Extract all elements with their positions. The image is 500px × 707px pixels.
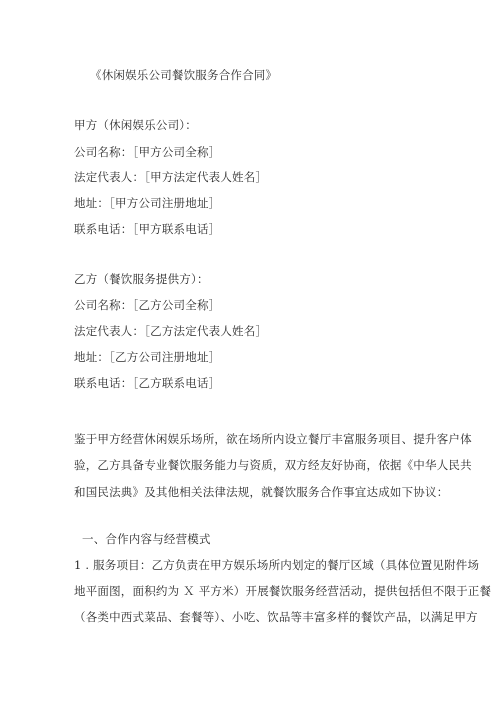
party-a-heading: 甲方（休闲娱乐公司）： (74, 118, 197, 132)
section-heading: 一、合作内容与经营模式 (82, 532, 211, 546)
party-a-company: 公司名称：［甲方公司全称］ (74, 145, 221, 159)
clause-line: 1 . 服务项目：乙方负责在甲方娱乐场所内划定的餐厅区域（具体位置见附件场 (74, 558, 480, 572)
party-b-company: 公司名称：［乙方公司全称］ (74, 298, 221, 312)
document-title: 《休闲娱乐公司餐饮服务合作合同》 (90, 68, 278, 82)
party-b-heading: 乙方（餐饮服务提供方）： (74, 272, 209, 286)
party-a-phone: 联系电话：［甲方联系电话］ (74, 222, 221, 236)
party-a-address: 地址：［甲方公司注册地址］ (74, 196, 221, 210)
party-a-representative: 法定代表人：［甲方法定代表人姓名］ (74, 170, 268, 184)
preamble-line: 鉴于甲方经营休闲娱乐场所，欲在场所内设立餐厅丰富服务项目、提升客户体 (74, 432, 472, 446)
preamble-line: 和国民法典》及其他相关法律法规，就餐饮服务合作事宜达成如下协议： (74, 485, 449, 499)
clause-line: 地平面图，面积约为 Ｘ 平方米）开展餐饮服务经营活动，提供包括但不限于正餐 (74, 584, 492, 598)
party-b-address: 地址：［乙方公司注册地址］ (74, 350, 221, 364)
preamble-line: 验，乙方具备专业餐饮服务能力与资质，双方经友好协商，依据《中华人民共 (74, 458, 472, 472)
party-b-representative: 法定代表人：［乙方法定代表人姓名］ (74, 324, 268, 338)
party-b-phone: 联系电话：［乙方联系电话］ (74, 376, 221, 390)
clause-line: （各类中西式菜品、套餐等）、小吃、饮品等丰富多样的餐饮产品，以满足甲方 (74, 610, 478, 624)
